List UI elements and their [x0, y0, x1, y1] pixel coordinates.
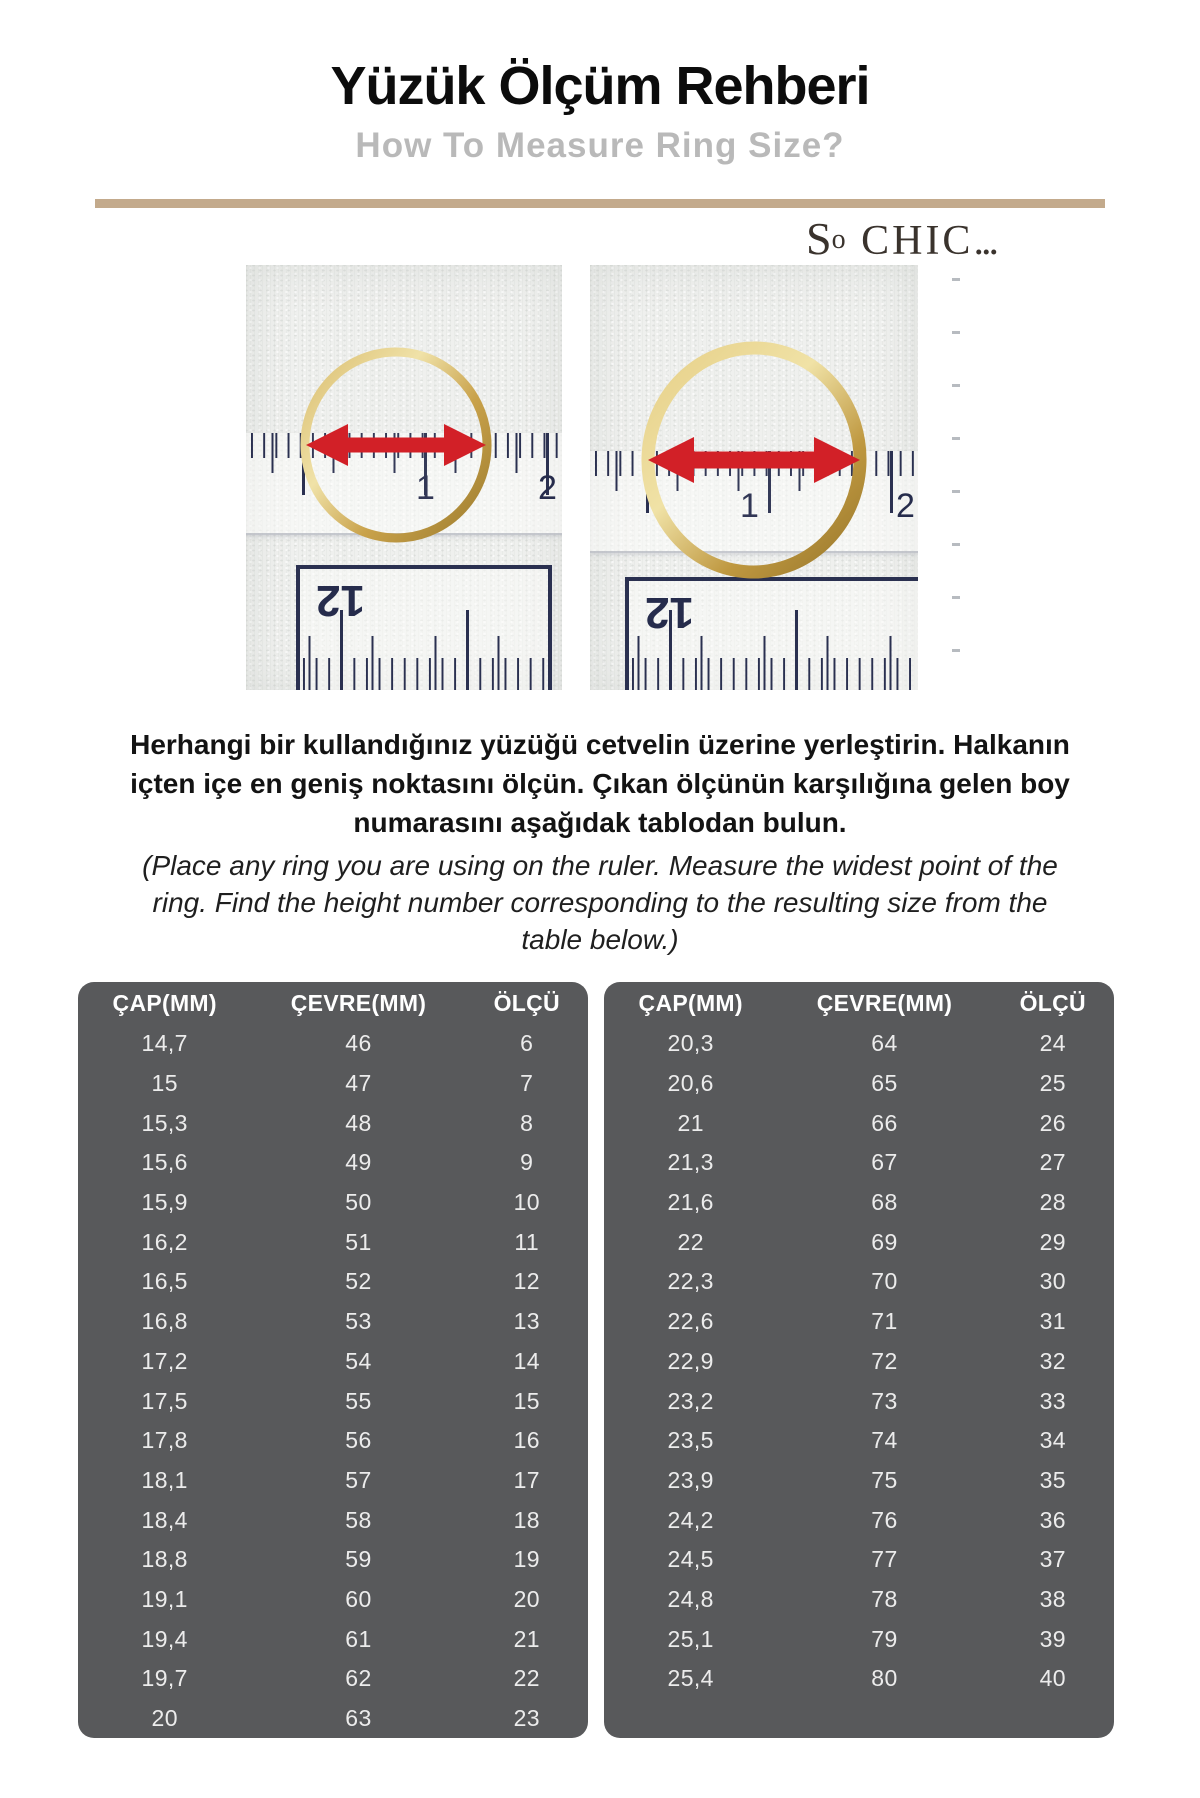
table-cell: 16,8 — [141, 1308, 188, 1335]
table-row — [604, 1540, 1114, 1580]
column-header-cap: ÇAP(MM) — [112, 989, 217, 1016]
table-cell: 22 — [513, 1665, 540, 1692]
table-row — [604, 1302, 1114, 1342]
page-subtitle: How To Measure Ring Size? — [355, 126, 845, 165]
table-cell: 13 — [513, 1308, 540, 1335]
table-row — [78, 1699, 588, 1738]
table-row — [78, 1580, 588, 1620]
table-cell: 25 — [1039, 1070, 1066, 1097]
divider-line — [95, 199, 1105, 208]
instruction-tr-line: numarasını aşağıdak tablodan bulun. — [353, 807, 847, 838]
table-cell: 25,1 — [667, 1625, 714, 1652]
table-row — [78, 1222, 588, 1262]
table-cell: 74 — [871, 1427, 898, 1454]
table-cell: 22,9 — [667, 1347, 714, 1374]
table-cell: 59 — [345, 1546, 372, 1573]
table-cell: 17,8 — [141, 1427, 188, 1454]
table-row — [78, 1500, 588, 1540]
ring-photo-large — [590, 265, 918, 690]
table-row — [604, 1381, 1114, 1421]
table-cell: 26 — [1039, 1109, 1066, 1136]
table-cell: 24 — [1039, 1030, 1066, 1057]
table-cell: 65 — [871, 1070, 898, 1097]
table-row — [78, 1342, 588, 1382]
table-cell: 79 — [871, 1625, 898, 1652]
fold-mark-dashes — [952, 278, 960, 698]
instruction-en-line: ring. Find the height number corresponding to the resulting size from the — [152, 887, 1048, 918]
table-cell: 18,8 — [141, 1546, 188, 1573]
table-row — [604, 1500, 1114, 1540]
table-cell: 14 — [513, 1347, 540, 1374]
table-cell: 48 — [345, 1109, 372, 1136]
table-cell: 8 — [520, 1109, 534, 1136]
table-cell: 16,2 — [141, 1228, 188, 1255]
table-cell: 24,2 — [667, 1506, 714, 1533]
column-header-cevre: ÇEVRE(MM) — [290, 989, 427, 1016]
table-row — [604, 1580, 1114, 1620]
table-cell: 66 — [871, 1109, 898, 1136]
table-cell: 80 — [871, 1665, 898, 1692]
ruler-number-12-flipped: 12 — [645, 588, 694, 637]
table-cell: 73 — [871, 1387, 898, 1414]
table-cell: 21,3 — [667, 1149, 714, 1176]
table-cell: 70 — [871, 1268, 898, 1295]
instruction-en-line: (Place any ring you are using on the ruler. Measure the widest point of the — [142, 850, 1058, 881]
table-row — [78, 1619, 588, 1659]
table-cell: 19 — [513, 1546, 540, 1573]
table-cell: 16,5 — [141, 1268, 188, 1295]
instruction-tr-line: Herhangi bir kullandığınız yüzüğü cetvelin üzerine yerleştirin. Halkanın — [130, 729, 1070, 760]
table-row — [604, 1619, 1114, 1659]
table-cell: 9 — [520, 1149, 534, 1176]
table-cell: 28 — [1039, 1189, 1066, 1216]
table-cell: 50 — [345, 1189, 372, 1216]
table-cell: 47 — [345, 1070, 372, 1097]
table-cell: 24,8 — [667, 1585, 714, 1612]
table-cell: 15,3 — [141, 1109, 188, 1136]
table-cell: 76 — [871, 1506, 898, 1533]
table-body — [604, 1024, 1114, 1699]
table-cell: 31 — [1039, 1308, 1066, 1335]
table-cell: 11 — [514, 1228, 540, 1255]
table-cell: 7 — [520, 1070, 534, 1097]
brand-logo — [806, 212, 1106, 265]
table-cell: 38 — [1039, 1585, 1066, 1612]
table-cell: 52 — [345, 1268, 372, 1295]
table-cell: 49 — [345, 1149, 372, 1176]
ring-photo-small — [246, 265, 562, 690]
table-header-row — [604, 982, 1114, 1024]
table-cell: 22,3 — [667, 1268, 714, 1295]
table-cell: 15 — [513, 1387, 540, 1414]
table-row — [78, 1024, 588, 1064]
table-cell: 18 — [513, 1506, 540, 1533]
table-cell: 77 — [871, 1546, 898, 1573]
table-cell: 23 — [513, 1705, 540, 1732]
table-cell: 21 — [677, 1109, 704, 1136]
table-cell: 15 — [151, 1070, 178, 1097]
table-cell: 25,4 — [667, 1665, 714, 1692]
size-table-left — [78, 982, 588, 1738]
table-cell: 17 — [513, 1466, 540, 1493]
table-cell: 20 — [513, 1585, 540, 1612]
instruction-en-line: table below.) — [521, 924, 679, 955]
table-cell: 22,6 — [667, 1308, 714, 1335]
table-cell: 40 — [1039, 1665, 1066, 1692]
table-cell: 14,7 — [141, 1030, 188, 1057]
table-row — [604, 1024, 1114, 1064]
table-cell: 6 — [520, 1030, 534, 1057]
table-cell: 75 — [871, 1466, 898, 1493]
table-cell: 55 — [345, 1387, 372, 1414]
ruler-number-2: 2 — [538, 469, 557, 507]
table-cell: 78 — [871, 1585, 898, 1612]
table-row — [604, 1183, 1114, 1223]
table-row — [604, 1262, 1114, 1302]
table-cell: 69 — [871, 1228, 898, 1255]
ruler-number-2: 2 — [896, 487, 915, 525]
table-cell: 29 — [1039, 1228, 1066, 1255]
table-cell: 72 — [871, 1347, 898, 1374]
table-row — [78, 1103, 588, 1143]
table-cell: 62 — [345, 1665, 372, 1692]
table-row — [78, 1064, 588, 1104]
table-cell: 61 — [345, 1625, 372, 1652]
table-cell: 39 — [1039, 1625, 1066, 1652]
table-cell: 54 — [345, 1347, 372, 1374]
table-cell: 19,7 — [141, 1665, 188, 1692]
table-cell: 23,2 — [667, 1387, 714, 1414]
table-cell: 32 — [1039, 1347, 1066, 1374]
table-cell: 35 — [1039, 1466, 1066, 1493]
table-cell: 10 — [513, 1189, 540, 1216]
table-cell: 21,6 — [667, 1189, 714, 1216]
table-cell: 71 — [871, 1308, 898, 1335]
table-cell: 16 — [513, 1427, 540, 1454]
table-cell: 46 — [345, 1030, 372, 1057]
table-cell: 18,1 — [141, 1466, 188, 1493]
brand-word: CHIC — [847, 218, 974, 264]
table-cell: 21 — [513, 1625, 540, 1652]
table-cell: 17,5 — [141, 1387, 188, 1414]
table-cell: 60 — [345, 1585, 372, 1612]
table-cell: 36 — [1039, 1506, 1066, 1533]
table-cell: 20 — [151, 1705, 178, 1732]
column-header-cevre: ÇEVRE(MM) — [816, 989, 953, 1016]
table-cell: 37 — [1039, 1546, 1066, 1573]
table-cell: 19,4 — [141, 1625, 188, 1652]
brand-ellipsis: ... — [973, 218, 996, 264]
table-body — [78, 1024, 588, 1738]
page-title: Yüzük Ölçüm Rehberi — [330, 56, 870, 116]
table-row — [604, 1103, 1114, 1143]
ruler-number-12-flipped: 12 — [316, 576, 365, 625]
table-cell: 34 — [1039, 1427, 1066, 1454]
table-row — [604, 1461, 1114, 1501]
table-cell: 18,4 — [141, 1506, 188, 1533]
table-cell: 15,9 — [141, 1189, 188, 1216]
table-cell: 20,6 — [667, 1070, 714, 1097]
instruction-tr-line: içten içe en geniş noktasını ölçün. Çıkan ölçünün karşılığına gelen boy — [130, 768, 1070, 799]
gold-ring-with-arrow — [590, 265, 918, 690]
gold-ring-with-arrow — [246, 265, 562, 689]
table-cell: 51 — [345, 1228, 372, 1255]
table-row — [78, 1143, 588, 1183]
table-cell: 57 — [345, 1466, 372, 1493]
table-cell: 15,6 — [141, 1149, 188, 1176]
table-row — [78, 1540, 588, 1580]
table-row — [604, 1421, 1114, 1461]
column-header-olcu: ÖLÇÜ — [1019, 989, 1086, 1016]
table-cell: 12 — [513, 1268, 540, 1295]
column-header-olcu: ÖLÇÜ — [493, 989, 560, 1016]
table-row — [78, 1421, 588, 1461]
table-row — [78, 1659, 588, 1699]
table-cell: 24,5 — [667, 1546, 714, 1573]
table-row — [604, 1064, 1114, 1104]
table-row — [604, 1222, 1114, 1262]
table-cell: 53 — [345, 1308, 372, 1335]
brand-letter: o — [831, 224, 848, 255]
table-row — [78, 1183, 588, 1223]
table-row — [604, 1342, 1114, 1382]
table-cell: 17,2 — [141, 1347, 188, 1374]
table-cell: 56 — [345, 1427, 372, 1454]
table-cell: 67 — [871, 1149, 898, 1176]
brand-letter: S — [806, 213, 832, 264]
table-row — [78, 1262, 588, 1302]
table-cell: 63 — [345, 1705, 372, 1732]
table-header-row — [78, 982, 588, 1024]
table-row — [604, 1143, 1114, 1183]
table-cell: 23,5 — [667, 1427, 714, 1454]
table-cell: 20,3 — [667, 1030, 714, 1057]
table-cell: 33 — [1039, 1387, 1066, 1414]
table-cell: 23,9 — [667, 1466, 714, 1493]
table-cell: 64 — [871, 1030, 898, 1057]
table-cell: 68 — [871, 1189, 898, 1216]
table-row — [604, 1659, 1114, 1699]
table-row — [78, 1461, 588, 1501]
table-row — [78, 1302, 588, 1342]
table-row — [78, 1381, 588, 1421]
column-header-cap: ÇAP(MM) — [638, 989, 743, 1016]
table-cell: 27 — [1039, 1149, 1066, 1176]
size-table-right — [604, 982, 1114, 1738]
table-cell: 19,1 — [141, 1585, 188, 1612]
table-cell: 30 — [1039, 1268, 1066, 1295]
table-cell: 58 — [345, 1506, 372, 1533]
table-cell: 22 — [677, 1228, 704, 1255]
